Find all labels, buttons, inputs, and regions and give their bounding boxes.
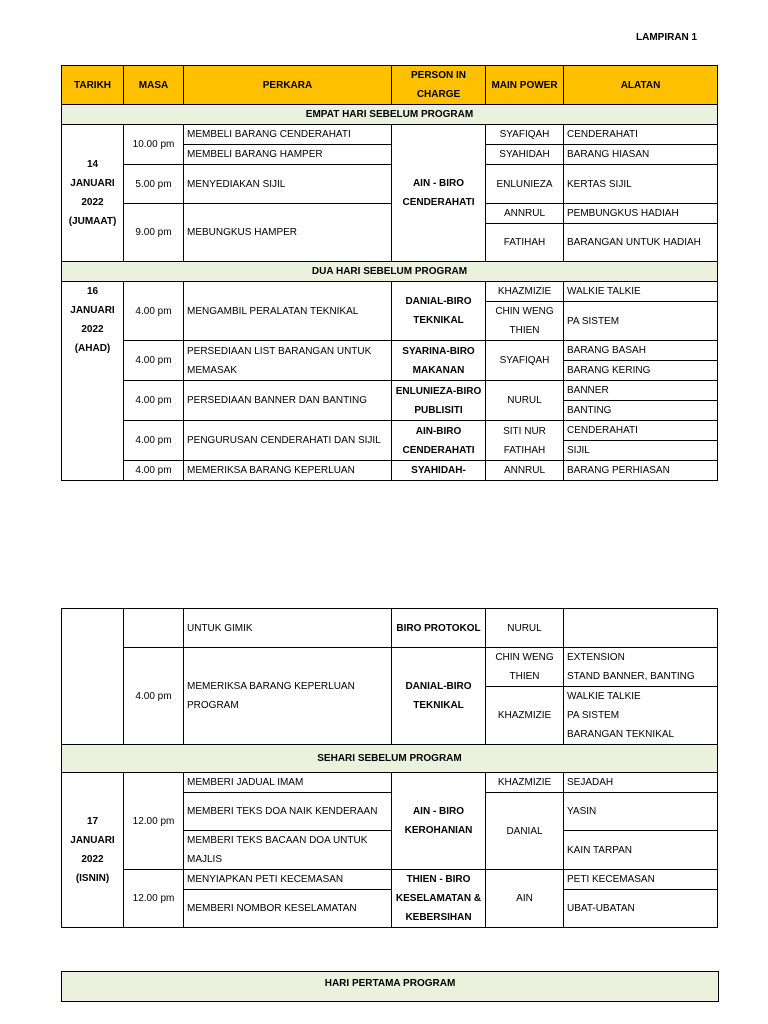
pic-cell: THIEN - BIRO KESELAMATAN & KEBERSIHAN bbox=[392, 870, 486, 928]
task-cell: MENYIAPKAN PETI KECEMASAN bbox=[184, 870, 392, 890]
header-perkara: PERKARA bbox=[184, 66, 392, 105]
alatan-cell: KERTAS SIJIL bbox=[564, 165, 718, 204]
main-power-cell: SYAFIQAH bbox=[486, 341, 564, 381]
task-cell: MEMERIKSA BARANG KEPERLUAN bbox=[184, 461, 392, 481]
main-power-cell: ANNRUL bbox=[486, 204, 564, 224]
schedule-table-1 bbox=[61, 65, 718, 481]
table-row bbox=[62, 381, 718, 401]
alatan-cell: BARANG HIASAN bbox=[564, 145, 718, 165]
main-power-cell: NURUL bbox=[486, 609, 564, 648]
time-cell: 4.00 pm bbox=[124, 461, 184, 481]
pic-cell: DANIAL-BIRO TEKNIKAL bbox=[392, 648, 486, 745]
pic-cell: SYARINA-BIRO MAKANAN bbox=[392, 341, 486, 381]
alatan-cell: YASIN bbox=[564, 793, 718, 831]
task-cell: UNTUK GIMIK bbox=[184, 609, 392, 648]
alatan-cell: KAIN TARPAN bbox=[564, 831, 718, 870]
main-power-cell: SYAFIQAH bbox=[486, 125, 564, 145]
alatan-cell-empty bbox=[564, 609, 718, 648]
alatan-cell: WALKIE TALKIE bbox=[564, 687, 718, 707]
alatan-cell: SEJADAH bbox=[564, 773, 718, 793]
header-alatan: ALATAN bbox=[564, 66, 718, 105]
time-cell: 4.00 pm bbox=[124, 381, 184, 421]
pic-cell: AIN - BIRO CENDERAHATI bbox=[392, 125, 486, 262]
header-masa: MASA bbox=[124, 66, 184, 105]
main-power-cell: KHAZMIZIE bbox=[486, 282, 564, 302]
table-row bbox=[62, 773, 718, 793]
table-row bbox=[62, 648, 718, 668]
task-cell: MEMBERI TEKS DOA NAIK KENDERAAN bbox=[184, 793, 392, 831]
lampiran-label: LAMPIRAN 1 bbox=[636, 32, 698, 43]
alatan-cell: CENDERAHATI bbox=[564, 125, 718, 145]
task-cell: MEMBERI JADUAL IMAM bbox=[184, 773, 392, 793]
alatan-cell: BARANGAN UNTUK HADIAH bbox=[564, 224, 718, 262]
section-row bbox=[62, 105, 718, 125]
task-cell: MEMBELI BARANG HAMPER bbox=[184, 145, 392, 165]
task-cell: MEMBERI NOMBOR KESELAMATAN bbox=[184, 890, 392, 928]
section-row bbox=[62, 262, 718, 282]
time-cell: 4.00 pm bbox=[124, 341, 184, 381]
time-cell: 12.00 pm bbox=[124, 773, 184, 870]
alatan-cell: WALKIE TALKIE bbox=[564, 282, 718, 302]
date-cell: 17 JANUARI 2022 (ISNIN) bbox=[62, 773, 124, 928]
alatan-cell: PETI KECEMASAN bbox=[564, 870, 718, 890]
pic-cell: SYAHIDAH- bbox=[392, 461, 486, 481]
alatan-cell: STAND BANNER, BANTING bbox=[564, 667, 718, 687]
main-power-cell: ANNRUL bbox=[486, 461, 564, 481]
pic-cell: AIN-BIRO CENDERAHATI bbox=[392, 421, 486, 461]
alatan-cell: BARANG PERHIASAN bbox=[564, 461, 718, 481]
task-cell: MEMERIKSA BARANG KEPERLUAN PROGRAM bbox=[184, 648, 392, 745]
task-cell: PERSEDIAAN BANNER DAN BANTING bbox=[184, 381, 392, 421]
date-cell: 14 JANUARI 2022 (JUMAAT) bbox=[62, 125, 124, 262]
time-cell: 9.00 pm bbox=[124, 204, 184, 262]
header-tarikh: TARIKH bbox=[62, 66, 124, 105]
section-hari-pertama: HARI PERTAMA PROGRAM bbox=[61, 971, 719, 1002]
alatan-cell: PA SISTEM bbox=[564, 706, 718, 725]
alatan-cell: BANTING bbox=[564, 401, 718, 421]
main-power-cell: ENLUNIEZA bbox=[486, 165, 564, 204]
date-cell-empty bbox=[62, 609, 124, 745]
alatan-cell: BARANG BASAH bbox=[564, 341, 718, 361]
table-row bbox=[62, 282, 718, 302]
section-dua-hari: DUA HARI SEBELUM PROGRAM bbox=[62, 262, 718, 282]
main-power-cell: FATIHAH bbox=[486, 224, 564, 262]
alatan-cell: UBAT-UBATAN bbox=[564, 890, 718, 928]
header-main-power: MAIN POWER bbox=[486, 66, 564, 105]
alatan-cell: BARANGAN TEKNIKAL bbox=[564, 725, 718, 745]
time-cell: 12.00 pm bbox=[124, 870, 184, 928]
main-power-cell: DANIAL bbox=[486, 793, 564, 870]
main-power-cell: KHAZMIZIE bbox=[486, 687, 564, 745]
main-power-cell: SYAHIDAH bbox=[486, 145, 564, 165]
table-row bbox=[62, 609, 718, 648]
main-power-cell: CHIN WENG THIEN bbox=[486, 302, 564, 341]
header-pic: PERSON IN CHARGE bbox=[392, 66, 486, 105]
alatan-cell: EXTENSION bbox=[564, 648, 718, 668]
table-row bbox=[62, 125, 718, 145]
alatan-cell: BANNER bbox=[564, 381, 718, 401]
task-cell: MENYEDIAKAN SIJIL bbox=[184, 165, 392, 204]
task-cell: PERSEDIAAN LIST BARANGAN UNTUK MEMASAK bbox=[184, 341, 392, 381]
time-cell: 10.00 pm bbox=[124, 125, 184, 165]
alatan-cell: BARANG KERING bbox=[564, 361, 718, 381]
main-power-cell: SITI NUR FATIHAH bbox=[486, 421, 564, 461]
table-row bbox=[62, 870, 718, 890]
alatan-cell: PA SISTEM bbox=[564, 302, 718, 341]
section-row bbox=[62, 745, 718, 773]
time-cell: 5.00 pm bbox=[124, 165, 184, 204]
table-row bbox=[62, 204, 718, 224]
task-cell: MENGAMBIL PERALATAN TEKNIKAL bbox=[184, 282, 392, 341]
task-cell: MEBUNGKUS HAMPER bbox=[184, 204, 392, 262]
main-power-cell: KHAZMIZIE bbox=[486, 773, 564, 793]
time-cell-empty bbox=[124, 609, 184, 648]
main-power-cell: CHIN WENG THIEN bbox=[486, 648, 564, 687]
alatan-cell: SIJIL bbox=[564, 441, 718, 461]
section-empat-hari: EMPAT HARI SEBELUM PROGRAM bbox=[62, 105, 718, 125]
main-power-cell: NURUL bbox=[486, 381, 564, 421]
pic-cell: AIN - BIRO KEROHANIAN bbox=[392, 773, 486, 870]
table-row bbox=[62, 461, 718, 481]
pic-cell: BIRO PROTOKOL bbox=[392, 609, 486, 648]
time-cell: 4.00 pm bbox=[124, 282, 184, 341]
task-cell: MEMBELI BARANG CENDERAHATI bbox=[184, 125, 392, 145]
time-cell: 4.00 pm bbox=[124, 648, 184, 745]
main-power-cell: AIN bbox=[486, 870, 564, 928]
table-row bbox=[62, 341, 718, 361]
pic-cell: ENLUNIEZA-BIRO PUBLISITI bbox=[392, 381, 486, 421]
table-header-row bbox=[62, 66, 718, 105]
pic-cell: DANIAL-BIRO TEKNIKAL bbox=[392, 282, 486, 341]
alatan-cell: CENDERAHATI bbox=[564, 421, 718, 441]
time-cell: 4.00 pm bbox=[124, 421, 184, 461]
alatan-cell: PEMBUNGKUS HADIAH bbox=[564, 204, 718, 224]
table-row bbox=[62, 165, 718, 204]
schedule-table-2 bbox=[61, 608, 718, 928]
date-cell: 16 JANUARI 2022 (AHAD) bbox=[62, 282, 124, 481]
task-cell: MEMBERI TEKS BACAAN DOA UNTUK MAJLIS bbox=[184, 831, 392, 870]
task-cell: PENGURUSAN CENDERAHATI DAN SIJIL bbox=[184, 421, 392, 461]
table-row bbox=[62, 421, 718, 441]
section-sehari: SEHARI SEBELUM PROGRAM bbox=[62, 745, 718, 773]
